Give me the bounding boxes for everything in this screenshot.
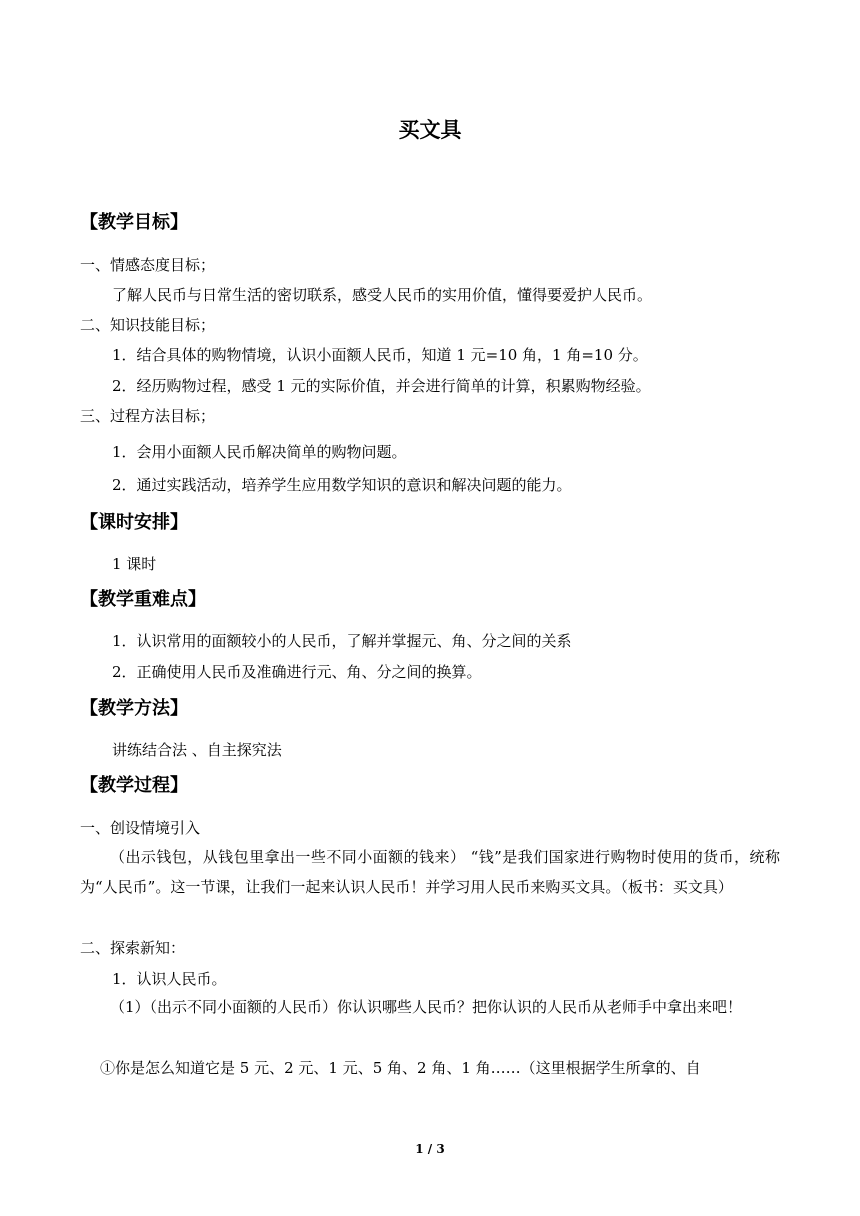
goal-section-3: 三、过程方法目标；	[80, 407, 216, 425]
goal-section-2-item-1: 1．结合具体的购物情境，认识小面额人民币，知道 1 元=10 角，1 角=10 分。	[112, 346, 648, 364]
goal-section-2-item-2: 2．经历购物过程，感受 1 元的实际价值，并会进行简单的计算，积累购物经验。	[112, 377, 651, 395]
goal-section-3-item-2: 2．通过实践活动，培养学生应用数学知识的意识和解决问题的能力。	[112, 476, 572, 494]
goal-section-1-text: 了解人民币与日常生活的密切联系，感受人民币的实用价值，懂得要爱护人民币。	[112, 286, 653, 304]
key-point-2: 2．正确使用人民币及准确进行元、角、分之间的换算。	[112, 663, 482, 681]
heading-teaching-goals: 【教学目标】	[80, 212, 188, 233]
process-step-2-question-1: （1）（出示不同小面额的人民币）你认识哪些人民币？把你认识的人民币从老师手中拿出来吧！	[110, 998, 743, 1016]
goal-section-1: 一、情感态度目标；	[80, 256, 216, 274]
heading-key-points: 【教学重难点】	[80, 589, 206, 610]
goal-section-2: 二、知识技能目标；	[80, 316, 216, 334]
process-step-2: 二、探索新知：	[80, 939, 186, 957]
heading-process: 【教学过程】	[80, 775, 188, 796]
heading-methods: 【教学方法】	[80, 698, 188, 719]
goal-section-3-item-1: 1．会用小面额人民币解决简单的购物问题。	[112, 443, 407, 461]
page-title: 买文具	[398, 118, 462, 142]
process-step-1-paragraph: （出示钱包，从钱包里拿出一些不同小面额的钱来） “钱”是我们国家进行购物时使用的货币，统称为“人民币”。这一节课，让我们一起来认识人民币！并学习用人民币来购买文具。（板书：买文具）	[80, 848, 780, 896]
process-step-1: 一、创设情境引入	[80, 819, 201, 837]
schedule-text: 1 课时	[112, 555, 157, 573]
heading-schedule: 【课时安排】	[80, 512, 188, 533]
key-point-1: 1．认识常用的面额较小的人民币，了解并掌握元、角、分之间的关系	[112, 632, 572, 650]
process-step-2-question-2: ①你是怎么知道它是 5 元、2 元、1 元、5 角、2 角、1 角……（这里根据学生所拿的、自	[100, 1059, 701, 1077]
process-step-2-item-1: 1．认识人民币。	[112, 970, 227, 988]
page-number: 1 / 3	[415, 1142, 445, 1156]
methods-text: 讲练结合法 、自主探究法	[112, 741, 282, 759]
